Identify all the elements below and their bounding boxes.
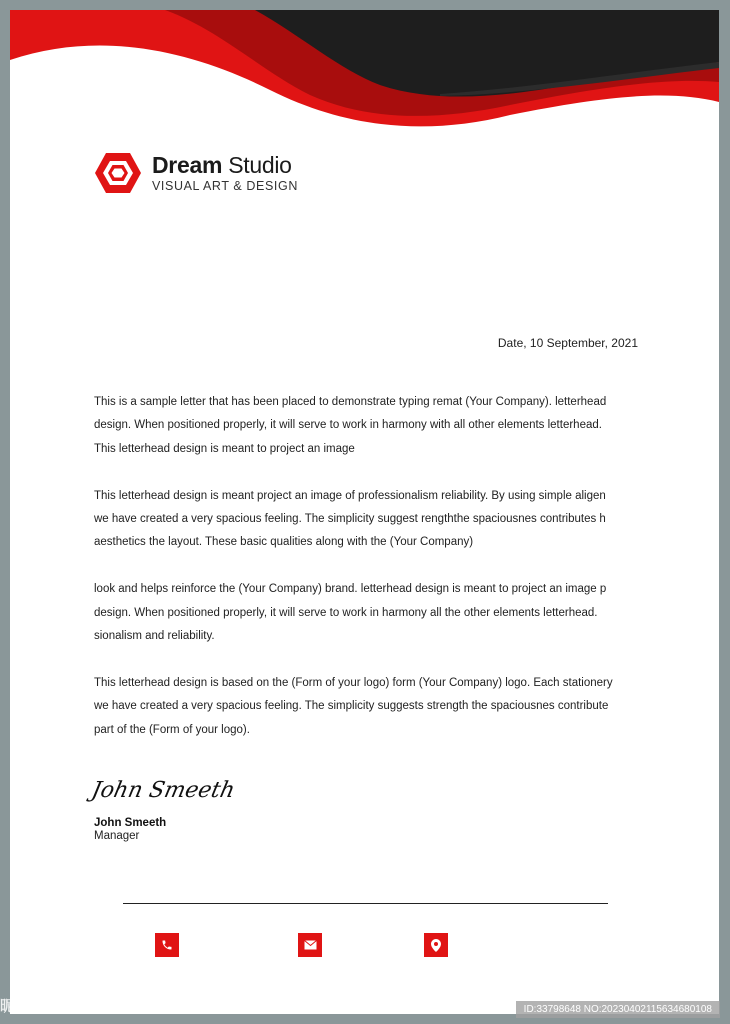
email-icon [298, 933, 322, 957]
paragraph [94, 578, 654, 648]
watermark-logo: 昵享网 www.nipic.cn [0, 998, 153, 1015]
brand-logo [94, 152, 298, 194]
letterhead-page [10, 10, 719, 1014]
paragraph-line: This is a sample letter that has been placed to demonstrate typing remat (Your Company). letterhead [94, 396, 607, 408]
paragraph-line: This letterhead design is meant to project an image [94, 442, 355, 455]
brand-name-light: Studio [228, 151, 292, 178]
paragraph [94, 391, 654, 461]
paragraph-line: we have created a very spacious feeling. The simplicity suggests strength the spaciousnes contribute [94, 700, 609, 713]
brand-name-bold: Dream [152, 151, 223, 178]
paragraph-line: This letterhead design is meant project an image of professionalism reliability. By using simple aligen [94, 489, 606, 502]
letter-date: Date, 10 September, 2021 [497, 336, 638, 350]
letter-body [94, 391, 654, 766]
signer-title: Manager [94, 830, 140, 842]
paragraph-line: sionalism and reliability. [94, 630, 215, 643]
phone-icon [155, 933, 179, 957]
paragraph-line: aesthetics the layout. These basic qualities along with the (Your Company) [94, 536, 474, 549]
watermark-id: ID:33798648 NO:20230402115634680108 [516, 1001, 720, 1018]
paragraph-line: design. When positioned properly, it will serve to work in harmony all the other elements letterhead. [94, 606, 598, 619]
hexagon-logo-icon [94, 152, 142, 194]
location-pin-icon [424, 933, 448, 957]
paragraph [94, 485, 654, 555]
signer-name: John Smeeth [94, 817, 167, 829]
paragraph [94, 672, 654, 742]
handwritten-signature: John Smeeth [89, 778, 238, 803]
brand-name [152, 151, 298, 178]
paragraph-line: design. When positioned properly, it will serve to work in harmony with all other elements letterhead. [94, 419, 602, 432]
paragraph-line: part of the (Form of your logo). [94, 723, 250, 736]
brand-tagline: VISUAL ART & DESIGN [152, 178, 298, 193]
footer-divider [123, 903, 608, 904]
paragraph-line: This letterhead design is based on the (Form of your logo) form (Your Company) logo. Each stationery [94, 677, 613, 690]
header-wave-decoration [10, 10, 719, 150]
paragraph-line: we have created a very spacious feeling. The simplicity suggest rengththe spaciousnes contributes h [94, 513, 606, 526]
paragraph-line: look and helps reinforce the (Your Company) brand. letterhead design is meant to project an image p [94, 583, 607, 596]
